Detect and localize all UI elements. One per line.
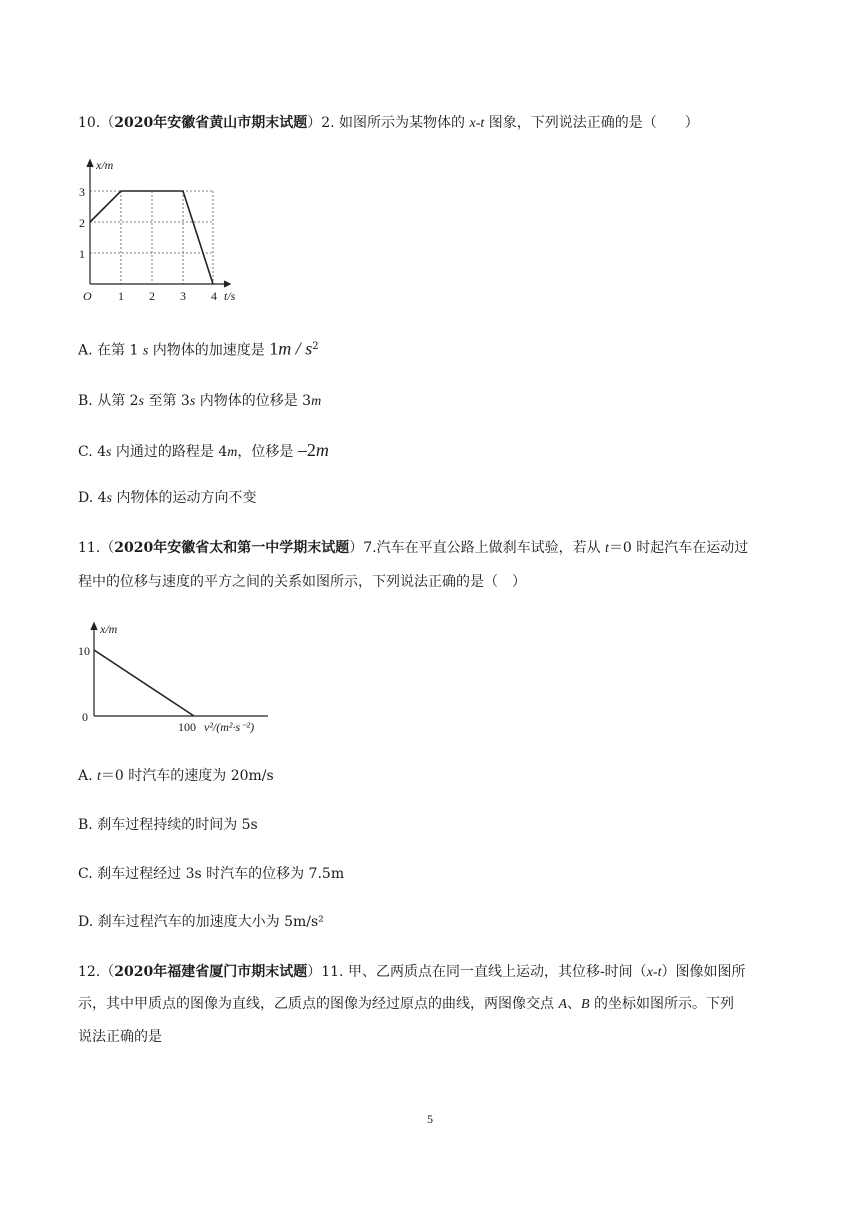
- q11-stem: 11.（2020年安徽省太和第一中学期末试题）7.汽车在平直公路上做刹车试验，若从 t＝0 时起汽车在运动过: [78, 540, 749, 556]
- q11-y-value: 10: [78, 644, 90, 658]
- q12-stem-line2: 示，其中甲质点的图像为直线，乙质点的图像为经过原点的曲线，两图像交点 A、B 的坐标如图所示。下列: [78, 996, 735, 1012]
- q10-x-tick: 2: [149, 289, 155, 303]
- q11-option-a: A. t＝0 时汽车的速度为 20m/s: [78, 768, 274, 784]
- q10-source: 2020年安徽省黄山市期末试题: [114, 115, 308, 131]
- q11-y-axis-label: x/m: [100, 622, 118, 636]
- q12-number: 12.（: [78, 964, 115, 980]
- q11-x-v2-line: [94, 650, 194, 716]
- q10-x-axis-label: t/s: [224, 289, 236, 303]
- q11-number: 11.（: [78, 540, 115, 556]
- q11-option-b: B. 刹车过程持续的时间为 5s: [78, 817, 258, 833]
- q10-option-b: B. 从第 2s 至第 3s 内物体的位移是 3m: [78, 393, 322, 409]
- q11-x-axis-label: v²/(m²·s⁻²): [204, 720, 255, 734]
- q11-x-v2-graph: [78, 618, 278, 738]
- q10-y-tick: 1: [79, 247, 85, 261]
- q12-source: 2020年福建省厦门市期末试题: [114, 964, 308, 980]
- q10-x-tick: 1: [118, 289, 124, 303]
- q10-y-tick: 3: [79, 185, 85, 199]
- q10-option-d: D. 4s 内物体的运动方向不变: [78, 490, 257, 506]
- q11-x-value: 100: [178, 720, 196, 734]
- q10-y-tick: 2: [79, 216, 85, 230]
- q11-axes: [91, 623, 268, 716]
- q10-x-tick: 3: [180, 289, 186, 303]
- q12-stem-line3: 说法正确的是: [78, 1029, 162, 1045]
- q10-stem: 10.（2020年安徽省黄山市期末试题）2. 如图所示为某物体的 x-t 图象，下列说法正确的是（ ）: [78, 115, 699, 131]
- q10-xt-graph: [78, 155, 258, 305]
- q10-x-tick: 4: [211, 289, 217, 303]
- q11-option-d: D. 刹车过程汽车的加速度大小为 5m/s²: [78, 914, 324, 930]
- q10-origin-label: O: [83, 289, 92, 303]
- q11-source: 2020年安徽省太和第一中学期末试题: [114, 540, 350, 556]
- q10-number: 10.（: [78, 115, 115, 131]
- q11-origin-label: 0: [82, 710, 88, 724]
- q10-grid: [90, 191, 213, 284]
- q10-option-a: A. 在第 1 s 内物体的加速度是 $1m / s^2$: [78, 338, 319, 359]
- q10-y-axis-label: x/m: [96, 158, 114, 172]
- q12-stem: 12.（2020年福建省厦门市期末试题）11. 甲、乙两质点在同一直线上运动，其位移-时间（x-t）图像如图所: [78, 964, 746, 980]
- q11-option-c: C. 刹车过程经过 3s 时汽车的位移为 7.5m: [78, 866, 345, 882]
- q10-option-c: C. 4s 内通过的路程是 4m，位移是 –2m: [78, 440, 329, 460]
- q10-xt-curve: [90, 191, 213, 284]
- page-number: 5: [427, 1112, 433, 1126]
- q11-stem-line2: 程中的位移与速度的平方之间的关系如图所示，下列说法正确的是（ ）: [78, 574, 526, 590]
